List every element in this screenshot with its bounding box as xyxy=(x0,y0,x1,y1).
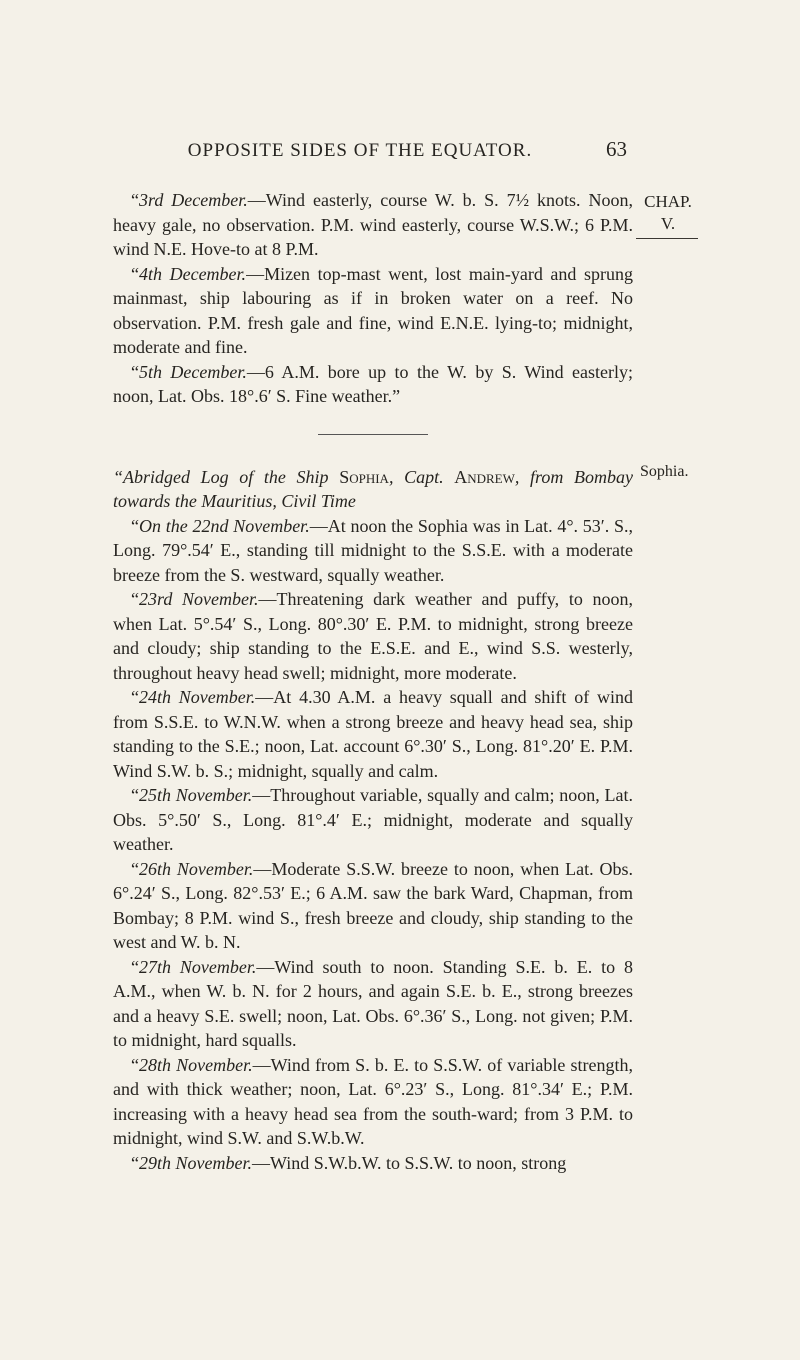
entry-text: —Mizen top-mast went, lost main-yard and sprung mainmast, ship labouring as if in broken water on a reef. No observation. P.M. fresh gale and fine, wind E.N.E. lying-to; midnight, moderate and fine. xyxy=(113,263,634,357)
entry-text: —6 A.M. bore up to the W. by S. Wind easterly; noon, Lat. Obs. 18°.6′ S. Fine weather.” xyxy=(113,361,634,406)
log-entry: “29th November.—Wind S.W.b.W. to S.S.W. to noon, strong xyxy=(131,1152,567,1173)
entry-text: —At 4.30 A.M. a heavy squall and shift of wind from S.S.E. to W.N.W. when a strong breeze and heavy head sea, ship standing to the S.E.; noon, Lat. account 6°.30′ S., Long. 81°.20′ E. P.M. Wind S.W. b. S.; midnight, squally and calm. xyxy=(113,687,633,781)
entry-text: —Threatening dark weather and puffy, to noon, when Lat. 5°.54′ S., Long. 80°.30′ E. P.M. to midnight, strong breeze and cloudy; ship standing to the E.S.E. and E., wind S.S. westerly, throughout heavy head swell; midnight, more moderate. xyxy=(113,589,634,683)
log-entry: “27th November.—Wind south to noon. Standing S.E. b. E. to 8 A.M., when W. b. N. for 2 hours, and again S.E. b. E., strong breezes and a heavy S.E. swell; noon, Lat. Obs. 6°.36′ S., Long. not given; P.M. to midnight, hard squalls. xyxy=(113,956,634,1050)
section-separator xyxy=(318,434,428,435)
log-entry: “28th November.—Wind from S. b. E. to S.S.W. of variable strength, and with thick weather; noon, Lat. 6°.23′ S., Long. 81°.34′ E.; P.M. increasing with a heavy head sea from the south-ward; from 3 P.M. to midnight, wind S.W. and S.W.b.W. xyxy=(113,1054,634,1148)
entry-date: 25th November. xyxy=(139,785,253,805)
margin-note-sophia: Sophia. xyxy=(640,463,689,480)
entry-date: 3rd December. xyxy=(139,190,248,210)
entry-date: 24th November. xyxy=(139,687,256,707)
body-text xyxy=(113,188,633,1175)
entry-text: —Throughout variable, squally and calm; noon, Lat. Obs. 5°.50′ S., Long. 81°.4′ E.; midnight, moderate and squally weather. xyxy=(113,785,634,854)
chap-number: V. xyxy=(660,214,676,233)
entry-date: 27th November. xyxy=(139,956,257,977)
entry-date: 29th November. xyxy=(139,1152,252,1173)
margin-chapter-label xyxy=(636,191,700,239)
entry-text: —Wind easterly, course W. b. S. 7½ knots. Noon, heavy gale, no observation. P.M. wind easterly, course W.S.W.; 6 P.M. wind N.E. Hove-to at 8 P.M. xyxy=(113,190,633,259)
log-entry: “23rd November.—Threatening dark weather and puffy, to noon, when Lat. 5°.54′ S., Long. 80°.30′ E. P.M. to midnight, strong breeze and cloudy; ship standing to the E.S.E. and E., wind S.S. westerly, throughout heavy head swell; midnight, more moderate. xyxy=(113,589,634,683)
entry-date: 5th December. xyxy=(139,361,247,382)
chap-rule xyxy=(636,238,698,239)
entry-text: —At noon the Sophia was in Lat. 4°. 53′. S., Long. 79°.54′ E., standing till midnight to the S.S.E. with a moderate breeze from the S. westward, squally weather. xyxy=(113,515,633,585)
log-entry: “4th December.—Mizen top-mast went, lost main-yard and sprung mainmast, ship labouring as if in broken water on a reef. No observation. P.M. fresh gale and fine, wind E.N.E. lying-to; midnight, moderate and fine. xyxy=(113,263,634,357)
chap-label: CHAP. xyxy=(644,192,692,211)
log-entry: “25th November.—Throughout variable, squally and calm; noon, Lat. Obs. 5°.50′ S., Long. 81°.4′ E.; midnight, moderate and squally weather. xyxy=(113,785,634,854)
entry-date: 26th November. xyxy=(139,858,254,879)
log-heading: “Abridged Log of the Ship Sophia, Capt. Andrew, from Bombay towards the Mauritius, Civil Time xyxy=(113,466,633,511)
running-head: OPPOSITE SIDES OF THE EQUATOR. xyxy=(187,140,533,161)
entry-date: 4th December. xyxy=(139,263,247,284)
log-entry: “3rd December.—Wind easterly, course W. b. S. 7½ knots. Noon, heavy gale, no observation. P.M. wind easterly, course W.S.W.; 6 P.M. wind N.E. Hove-to at 8 P.M. xyxy=(113,190,633,259)
entry-text: —Wind south to noon. Standing S.E. b. E. to 8 A.M., when W. b. N. for 2 hours, and again S.E. b. E., strong breezes and a heavy S.E. swell; noon, Lat. Obs. 6°.36′ S., Long. not given; P.M. to midnight, hard squalls. xyxy=(113,956,634,1050)
page-number: 63 xyxy=(606,137,627,161)
log-entry: “26th November.—Moderate S.S.W. breeze to noon, when Lat. Obs. 6°.24′ S., Long. 82°.53′ E.; 6 A.M. saw the bark Ward, Chapman, from Bombay; 8 P.M. wind S., fresh breeze and cloudy, ship standing to the west and W. b. N. xyxy=(113,858,633,952)
log-entry: “On the 22nd November.—At noon the Sophia was in Lat. 4°. 53′. S., Long. 79°.54′ E., standing till midnight to the S.S.E. with a moderate breeze from the S. westward, squally weather. xyxy=(113,515,633,585)
log-entry: “5th December.—6 A.M. bore up to the W. by S. Wind easterly; noon, Lat. Obs. 18°.6′ S. Fine weather.” xyxy=(113,361,634,406)
entry-text: —Wind S.W.b.W. to S.S.W. to noon, strong xyxy=(251,1152,567,1173)
entry-text: —Moderate S.S.W. breeze to noon, when Lat. Obs. 6°.24′ S., Long. 82°.53′ E.; 6 A.M. saw the bark Ward, Chapman, from Bombay; 8 P.M. wind S., fresh breeze and cloudy, ship standing to the west and W. b. N. xyxy=(113,858,633,952)
entry-text: —Wind from S. b. E. to S.S.W. of variable strength, and with thick weather; noon, Lat. 6°.23′ S., Long. 81°.34′ E.; P.M. increasing with a heavy head sea from the south-ward; from 3 P.M. to midnight, wind S.W. and S.W.b.W. xyxy=(113,1054,634,1148)
entry-date: On the 22nd November. xyxy=(139,515,310,536)
log-entry: “24th November.—At 4.30 A.M. a heavy squall and shift of wind from S.S.E. to W.N.W. when a strong breeze and heavy head sea, ship standing to the S.E.; noon, Lat. account 6°.30′ S., Long. 81°.20′ E. P.M. Wind S.W. b. S.; midnight, squally and calm. xyxy=(113,687,633,781)
entry-date: 23rd November. xyxy=(139,589,259,609)
entry-date: 28th November. xyxy=(139,1054,253,1075)
